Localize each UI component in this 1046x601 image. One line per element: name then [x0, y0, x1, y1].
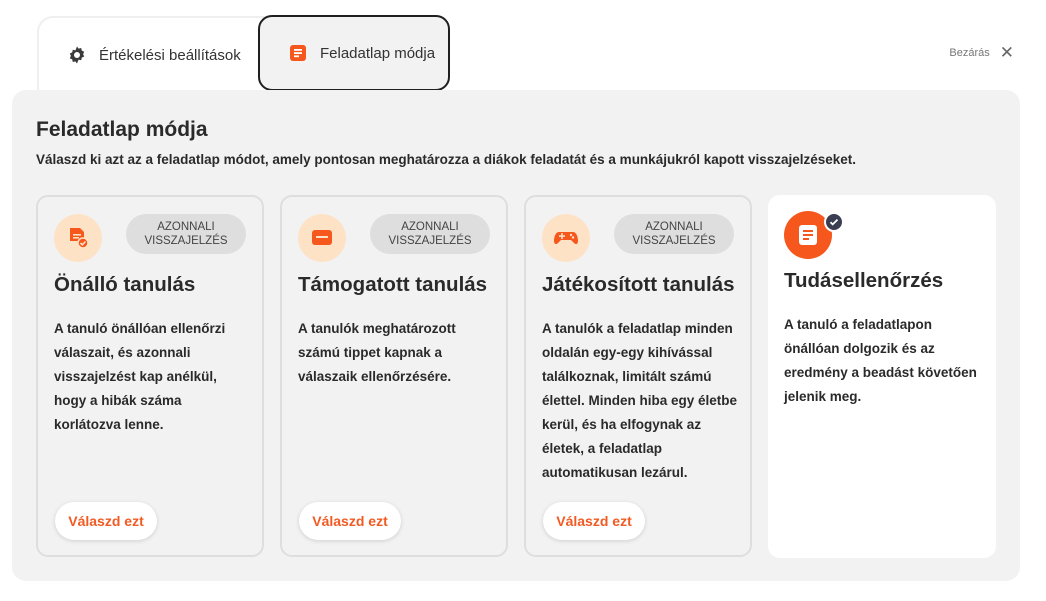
feedback-badge: AZONNALI VISSZAJELZÉS	[126, 214, 246, 254]
tab-worksheet-mode[interactable]	[258, 15, 450, 91]
card-description: A tanuló önállóan ellenőrzi válaszait, és azonnali visszajelzést kap anélkül, hogy a hibák száma korlátozva lenne.	[54, 321, 226, 432]
card-title: Játékosított tanulás	[542, 273, 735, 296]
choose-button[interactable]: Válaszd ezt	[55, 502, 157, 540]
panel-description: Válaszd ki azt az a feladatlap módot, amely pontosan meghatározza a diákok feladatát és a munkájukról kapott visszajelzéseket.	[36, 152, 857, 167]
message-card-icon	[298, 214, 346, 262]
close-button[interactable]	[949, 44, 1014, 61]
card-title: Támogatott tanulás	[298, 273, 488, 296]
card-description: A tanulók meghatározott számú tippet kapnak a válaszaik ellenőrzésére.	[298, 321, 456, 384]
close-icon[interactable]: ✕	[999, 43, 1014, 62]
feedback-badge: AZONNALI VISSZAJELZÉS	[370, 214, 490, 254]
tab-worksheet-mode-label: Feladatlap módja	[320, 44, 436, 62]
close-label: Bezárás	[949, 46, 990, 59]
panel-title: Feladatlap módja	[36, 118, 208, 141]
gear-icon	[67, 45, 87, 65]
card-description: A tanulók a feladatlap minden oldalán egy-egy kihívással találkoznak, limitált számú élettel. Minden hiba egy életbe kerül, és ha elfogynak az életek, a feladatlap automatikusan lezárul.	[542, 321, 738, 480]
gamepad-icon	[542, 214, 590, 262]
choose-button[interactable]: Válaszd ezt	[543, 502, 645, 540]
choose-button[interactable]: Válaszd ezt	[299, 502, 401, 540]
card-title: Tudásellenőrzés	[784, 269, 944, 292]
mode-card-knowledge-check[interactable]	[768, 195, 996, 558]
card-description: A tanuló a feladatlapon önállóan dolgozik és az eredmény a beadást követően jelenik meg.	[784, 317, 977, 404]
worksheet-mode-panel	[12, 90, 1020, 581]
mode-card-gamified[interactable]	[524, 195, 752, 557]
selected-check-icon	[824, 212, 844, 232]
document-icon	[288, 43, 308, 63]
document-check-icon	[54, 214, 102, 262]
tab-evaluation-settings-label: Értékelési beállítások	[99, 46, 241, 64]
tab-evaluation-settings[interactable]	[37, 16, 279, 92]
mode-card-independent[interactable]	[36, 195, 264, 557]
mode-card-supported[interactable]	[280, 195, 508, 557]
card-title: Önálló tanulás	[54, 273, 196, 296]
feedback-badge: AZONNALI VISSZAJELZÉS	[614, 214, 734, 254]
